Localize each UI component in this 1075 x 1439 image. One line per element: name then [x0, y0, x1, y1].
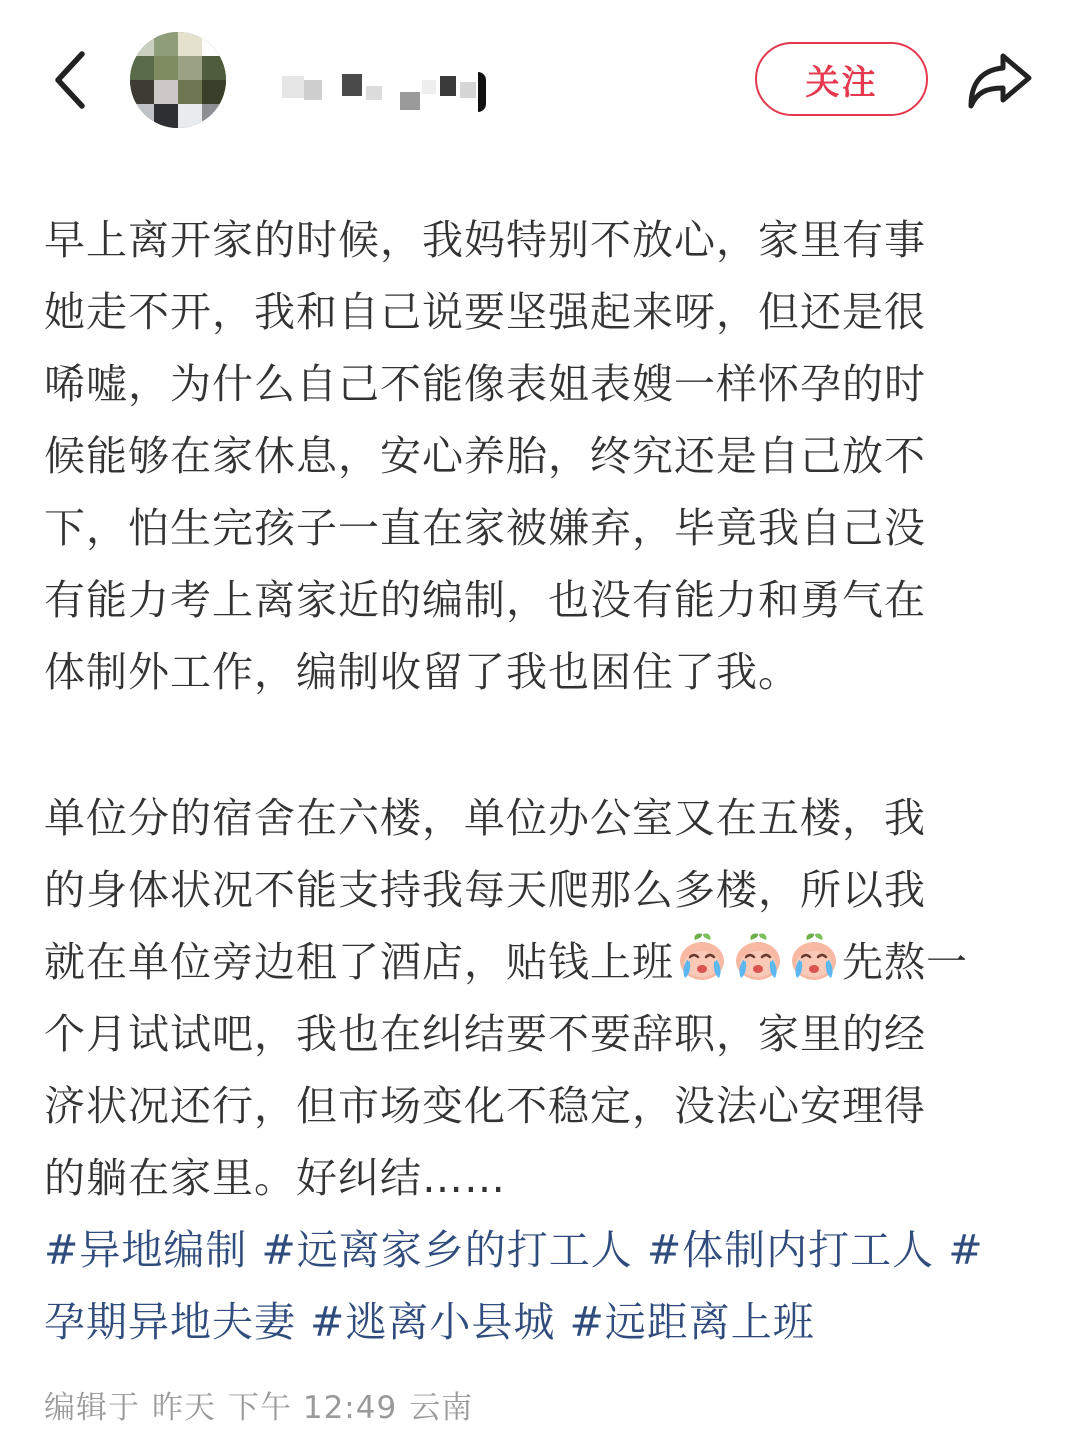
post-content	[44, 204, 1034, 1358]
text-line: 的身体状况不能支持我每天爬那么多楼，所以我	[44, 866, 926, 914]
text-segment: 就在单位旁边租了酒店，贴钱上班	[44, 938, 674, 986]
follow-button[interactable]: 关注	[755, 42, 928, 116]
hashtag[interactable]: 孕期异地夫妻	[44, 1298, 296, 1346]
hashtag[interactable]: #逃离小县城	[310, 1298, 556, 1346]
hashtag-line	[44, 1214, 1034, 1286]
hashtag[interactable]: #	[948, 1226, 984, 1274]
chevron-left-icon	[50, 48, 90, 112]
text-line: 候能够在家休息，安心养胎，终究还是自己放不	[44, 432, 926, 480]
crying-peach-emoji-icon	[787, 930, 841, 984]
text-line: 的躺在家里。好纠结……	[44, 1154, 506, 1202]
hashtag-list	[44, 1214, 1034, 1358]
crying-peach-emoji-icon	[731, 930, 785, 984]
text-segment: 先熬一	[842, 938, 968, 986]
share-arrow-icon	[967, 50, 1033, 110]
username-redacted[interactable]	[282, 66, 502, 114]
hashtag[interactable]: #体制内打工人	[646, 1226, 935, 1274]
hashtag[interactable]: #异地编制	[44, 1226, 248, 1274]
share-button[interactable]	[962, 44, 1038, 116]
hashtag[interactable]: #远离家乡的打工人	[261, 1226, 633, 1274]
paragraph-gap	[44, 708, 1034, 782]
edited-label: 编辑于	[44, 1390, 140, 1426]
top-bar	[0, 0, 1075, 160]
text-line: 单位分的宿舍在六楼，单位办公室又在五楼，我	[44, 794, 926, 842]
post-meta	[44, 1382, 473, 1427]
text-line: 下，怕生完孩子一直在家被嫌弃，毕竟我自己没	[44, 504, 926, 552]
post-date: 昨天	[152, 1390, 216, 1426]
text-line: 个月试试吧，我也在纠结要不要辞职，家里的经	[44, 1010, 926, 1058]
text-line: 唏嘘，为什么自己不能像表姐表嫂一样怀孕的时	[44, 360, 926, 408]
text-line: 济状况还行，但市场变化不稳定，没法心安理得	[44, 1082, 926, 1130]
crying-peach-emoji-icon	[675, 930, 729, 984]
hashtag[interactable]: #远距离上班	[569, 1298, 815, 1346]
hashtag-line	[44, 1286, 1034, 1358]
text-line-with-emoji	[44, 926, 1034, 998]
post-location: 云南	[409, 1390, 474, 1426]
text-line: 体制外工作，编制收留了我也困住了我。	[44, 648, 800, 696]
paragraph-1	[44, 204, 1034, 708]
text-line: 她走不开，我和自己说要坚强起来呀，但还是很	[44, 288, 926, 336]
text-line: 早上离开家的时候，我妈特别不放心，家里有事	[44, 216, 926, 264]
avatar[interactable]	[130, 32, 226, 128]
back-button[interactable]	[40, 44, 100, 116]
paragraph-2	[44, 782, 1034, 1214]
text-line: 有能力考上离家近的编制，也没有能力和勇气在	[44, 576, 926, 624]
post-time: 下午 12:49	[228, 1390, 398, 1426]
